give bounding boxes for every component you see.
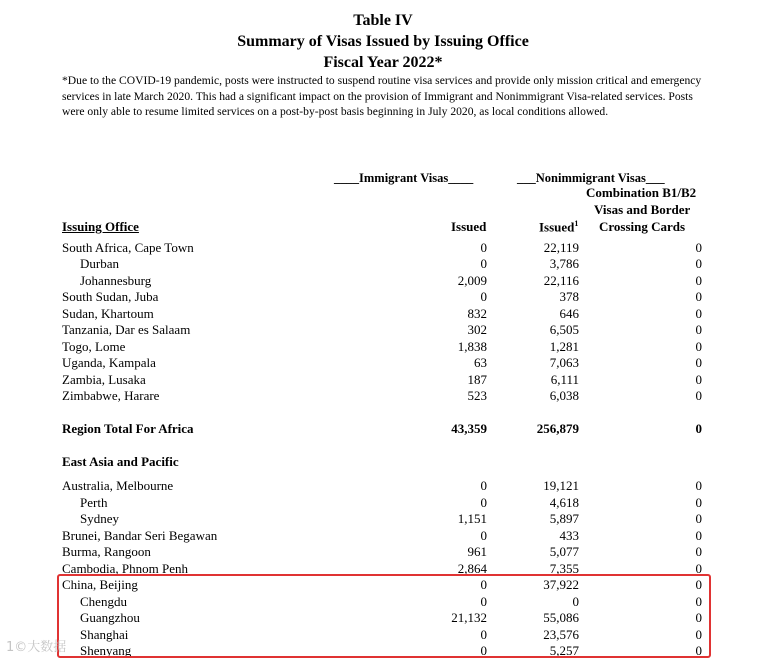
immigrant-issued: 832	[467, 306, 487, 321]
combination-cards: 0	[695, 388, 702, 403]
office-name: East Asia and Pacific	[62, 454, 179, 469]
table-row	[0, 339, 766, 355]
nonimmigrant-issued: 22,119	[543, 240, 579, 255]
immigrant-issued: 0	[480, 594, 487, 609]
covid-footnote: *Due to the COVID-19 pandemic, posts were instructed to suspend routine visa services and provide only mission critical and emergency services in late March 2020. This had a significant impact on the provision of Immigrant and Nonimmigrant Visa-related services. Posts were only able to resume limited services on a post-by-post basis beginning in July 2020, as local conditions allowed.	[62, 74, 702, 118]
office-name: Sudan, Khartoum	[62, 306, 154, 321]
table-row	[0, 454, 766, 470]
office-name: Shenyang	[80, 643, 132, 658]
table-row	[0, 322, 766, 338]
watermark: 1©大数据	[6, 640, 67, 655]
table-row	[0, 240, 766, 256]
office-name: Sydney	[80, 511, 119, 526]
office-name: Uganda, Kampala	[62, 355, 156, 370]
immigrant-visas-header: ____Immigrant Visas____	[334, 171, 474, 185]
combination-cards: 0	[695, 594, 702, 609]
combination-cards: 0	[695, 627, 702, 642]
nonimmigrant-issued: 4,618	[549, 495, 579, 510]
office-name: China, Beijing	[62, 577, 138, 592]
nonimmigrant-issued-label: Issued	[539, 219, 575, 235]
nonimmigrant-issued: 3,786	[549, 256, 579, 271]
combination-cards: 0	[695, 561, 702, 576]
immigrant-issued: 2,864	[457, 561, 487, 576]
combination-header-line2: Visas and Border	[594, 202, 691, 217]
combination-cards: 0	[695, 289, 702, 304]
nonimmigrant-issued: 646	[559, 306, 579, 321]
immigrant-issued: 0	[480, 528, 487, 543]
combination-cards: 0	[695, 339, 702, 354]
nonimmigrant-issued: 7,063	[549, 355, 579, 370]
immigrant-issued: 0	[480, 643, 487, 658]
immigrant-issued: 2,009	[457, 273, 487, 288]
table-row	[0, 289, 766, 305]
nonimmigrant-issued: 7,355	[549, 561, 579, 576]
nonimmigrant-issued: 55,086	[543, 610, 579, 625]
combination-cards: 0	[695, 256, 702, 271]
office-name: Tanzania, Dar es Salaam	[62, 322, 191, 337]
combination-header-line3: Crossing Cards	[599, 219, 686, 234]
combination-cards: 0	[695, 610, 702, 625]
nonimmigrant-issued-header	[539, 219, 578, 235]
nonimmigrant-issued: 1,281	[549, 339, 579, 354]
office-name: Cambodia, Phnom Penh	[62, 561, 189, 576]
table-row	[0, 355, 766, 371]
immigrant-issued: 0	[480, 478, 487, 493]
immigrant-issued-header: Issued	[451, 219, 487, 234]
combination-cards: 0	[695, 372, 702, 387]
office-name: Australia, Melbourne	[62, 478, 174, 493]
immigrant-issued: 43,359	[451, 421, 487, 436]
footnote-marker: 1	[574, 219, 579, 228]
table-row	[0, 256, 766, 272]
combination-cards: 0	[695, 421, 702, 436]
nonimmigrant-issued: 256,879	[536, 421, 579, 436]
table-row	[0, 544, 766, 560]
office-name: Brunei, Bandar Seri Begawan	[62, 528, 218, 543]
office-name: Togo, Lome	[62, 339, 126, 354]
combination-cards: 0	[695, 240, 702, 255]
nonimmigrant-visas-header: ___Nonimmigrant Visas___	[517, 171, 665, 185]
combination-cards: 0	[695, 577, 702, 592]
nonimmigrant-issued: 378	[559, 289, 579, 304]
office-name: Shanghai	[80, 627, 129, 642]
nonimmigrant-issued: 0	[572, 594, 579, 609]
table-row	[0, 495, 766, 511]
office-name: Guangzhou	[80, 610, 140, 625]
combination-cards: 0	[695, 544, 702, 559]
immigrant-issued: 21,132	[451, 610, 487, 625]
office-name: Chengdu	[80, 594, 127, 609]
nonimmigrant-issued: 22,116	[543, 273, 579, 288]
immigrant-issued: 961	[467, 544, 487, 559]
combination-header-line1: Combination B1/B2	[586, 185, 697, 200]
nonimmigrant-issued: 37,922	[543, 577, 579, 592]
immigrant-issued: 0	[480, 256, 487, 271]
office-name: Burma, Rangoon	[62, 544, 151, 559]
office-name: Region Total For Africa	[62, 421, 194, 436]
combination-cards: 0	[695, 306, 702, 321]
table-row	[0, 306, 766, 322]
nonimmigrant-issued: 19,121	[543, 478, 579, 493]
nonimmigrant-issued: 433	[559, 528, 579, 543]
office-name: Zimbabwe, Harare	[62, 388, 160, 403]
nonimmigrant-issued: 5,257	[549, 643, 579, 658]
immigrant-issued: 302	[467, 322, 487, 337]
combination-cards: 0	[695, 273, 702, 288]
table-row	[0, 372, 766, 388]
immigrant-issued: 523	[467, 388, 487, 403]
nonimmigrant-issued: 6,038	[549, 388, 579, 403]
immigrant-issued: 0	[480, 240, 487, 255]
highlight-box-china	[57, 574, 711, 658]
table-row	[0, 478, 766, 494]
table-title: Table IV	[353, 12, 413, 29]
office-name: Johannesburg	[80, 273, 152, 288]
nonimmigrant-issued: 6,505	[549, 322, 579, 337]
office-name: South Sudan, Juba	[62, 289, 159, 304]
combination-cards: 0	[695, 495, 702, 510]
office-name: South Africa, Cape Town	[62, 240, 194, 255]
table-row	[0, 511, 766, 527]
combination-cards: 0	[695, 511, 702, 526]
office-name: Perth	[80, 495, 108, 510]
combination-cards: 0	[695, 528, 702, 543]
nonimmigrant-issued: 6,111	[550, 372, 579, 387]
immigrant-issued: 1,151	[457, 511, 487, 526]
table-row	[0, 388, 766, 404]
immigrant-issued: 0	[480, 577, 487, 592]
immigrant-issued: 0	[480, 289, 487, 304]
combination-cards: 0	[695, 643, 702, 658]
immigrant-issued: 187	[467, 372, 487, 387]
table-subtitle: Summary of Visas Issued by Issuing Office	[237, 33, 529, 50]
nonimmigrant-issued: 23,576	[543, 627, 579, 642]
combination-cards: 0	[695, 355, 702, 370]
table-row	[0, 273, 766, 289]
combination-cards: 0	[695, 322, 702, 337]
nonimmigrant-issued: 5,077	[549, 544, 579, 559]
fiscal-year: Fiscal Year 2022*	[323, 54, 443, 71]
table-row	[0, 421, 766, 437]
immigrant-issued: 0	[480, 495, 487, 510]
office-name: Durban	[80, 256, 119, 271]
issuing-office-header: Issuing Office	[62, 219, 139, 234]
immigrant-issued: 1,838	[457, 339, 487, 354]
immigrant-issued: 63	[474, 355, 487, 370]
office-name: Zambia, Lusaka	[62, 372, 146, 387]
nonimmigrant-issued: 5,897	[549, 511, 579, 526]
combination-cards: 0	[695, 478, 702, 493]
table-row	[0, 528, 766, 544]
immigrant-issued: 0	[480, 627, 487, 642]
